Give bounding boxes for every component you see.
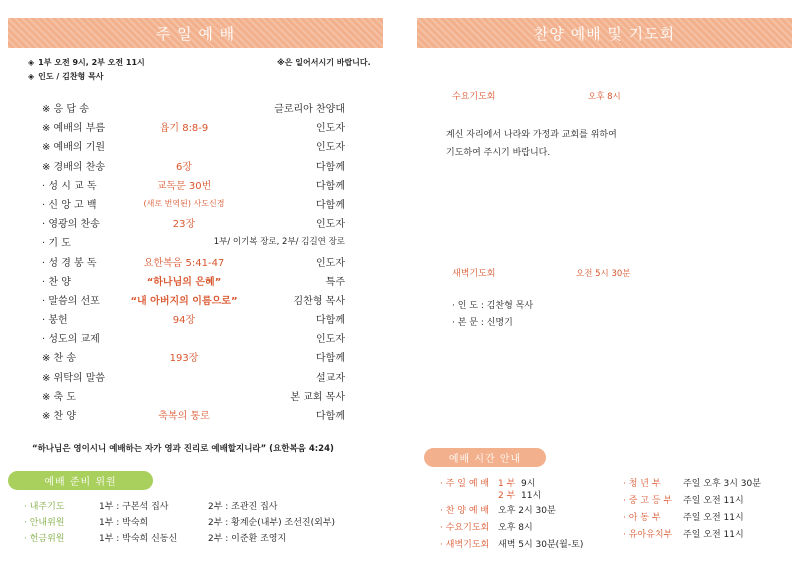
dawn-prayer-title: 새벽기도회: [452, 269, 496, 279]
order-row: [42, 405, 345, 424]
prep-p2: 2부 : 이준환 조영지: [208, 534, 287, 544]
order-item-name: ※ 응 답 송: [42, 104, 89, 115]
schedule-praise: · 찬 양 예 배 오후 2시 30분: [440, 506, 556, 516]
order-item-name: · 성 시 교 독: [42, 180, 97, 192]
prep-cat: · 내주기도: [24, 502, 65, 512]
prep-cat: · 안내위원: [24, 518, 65, 528]
order-of-worship: [42, 98, 345, 424]
order-row: [42, 117, 345, 136]
praise-prayer-title: 찬양 예배 및 기도회: [533, 24, 676, 43]
order-row: [42, 194, 345, 213]
dawn-prayer-time: 오전 5시 30분: [576, 269, 631, 279]
schedule-header: 예배 시간 안내: [424, 448, 546, 467]
order-item-name: ※ 예배의 부름: [42, 123, 106, 135]
order-item-name: · 신 앙 고 백: [42, 199, 97, 211]
order-item-content: 6장: [175, 161, 193, 173]
schedule-sunday: · 주 일 예 배 1 부 9시 2 부 11시: [440, 479, 542, 501]
order-item-leader: 1부/ 이기복 장로, 2부/ 김길연 장로: [213, 237, 345, 248]
order-item-name: · 말씀의 선포: [42, 295, 100, 307]
order-row: [42, 347, 345, 366]
sunday-service-title: 주 일 예 배: [155, 24, 236, 43]
diamond-bullet-icon: ◈: [28, 72, 35, 81]
order-item-name: · 성도의 교제: [42, 334, 100, 346]
order-item-leader: 인도자: [316, 123, 345, 135]
order-item-leader: 다함께: [316, 353, 345, 365]
prep-p2: 2부 : 조관진 집사: [208, 502, 278, 512]
scripture-verse: “하나님은 영이시니 예배하는 자가 영과 진리로 예배할지니라” (요한복음 4:24): [32, 444, 334, 454]
order-item-leader: 인도자: [316, 142, 345, 154]
order-item-leader: 인도자: [316, 219, 345, 231]
order-item-leader: 다함께: [316, 411, 345, 422]
schedule-preschool: · 유아유치부 주일 오전 11시: [623, 530, 744, 540]
order-item-content: 욥기 8:8-9: [159, 123, 209, 135]
schedule-secondary: · 중 고 등 부 주일 오전 11시: [623, 496, 744, 506]
order-item-content: 축복의 통로: [158, 411, 210, 422]
order-row: [42, 367, 345, 386]
order-item-name: ※ 축 도: [42, 391, 77, 403]
prep-p1: 1부 : 박숙희: [99, 518, 149, 528]
order-item-name: · 성 경 봉 독: [42, 257, 97, 269]
order-item-name: · 기 도: [42, 238, 71, 250]
order-item-content: 23장: [172, 219, 196, 231]
schedule-dawn: · 새벽기도회 새벽 5시 30분(월-토): [440, 540, 584, 550]
order-row: [42, 175, 345, 194]
order-row: [42, 136, 345, 155]
order-item-content: 193장: [169, 353, 199, 365]
order-item-content: 교독문 30번: [156, 180, 212, 192]
order-item-name: ※ 예배의 기원: [42, 142, 106, 154]
order-item-content: 요한복음 5:41-47: [143, 257, 225, 269]
order-item-leader: 본 교회 목사: [290, 391, 345, 403]
dawn-prayer-text: · 본 문 : 신명기: [452, 318, 513, 328]
order-item-name: · 영광의 찬송: [42, 219, 100, 231]
order-item-leader: 특주: [325, 276, 345, 288]
prep-row: [24, 515, 394, 531]
order-item-name: ※ 찬 양: [42, 411, 77, 422]
wednesday-prayer-text: 계신 자리에서 나라와 가정과 교회를 위하여 기도하여 주시기 바랍니다.: [446, 130, 617, 158]
diamond-bullet-icon: ◈: [28, 58, 35, 67]
order-item-content: 94장: [172, 315, 196, 327]
order-item-leader: 인도자: [316, 257, 345, 269]
order-row: [42, 156, 345, 175]
order-item-name: ※ 위탁의 말씀: [42, 372, 106, 384]
order-row: [42, 98, 345, 117]
prep-committee-header: 예배 준비 위원: [8, 471, 153, 490]
order-item-name: · 봉헌: [42, 315, 68, 327]
order-item-leader: 인도자: [316, 334, 345, 346]
order-item-leader: 설교자: [316, 372, 345, 384]
order-item-name: ※ 경배의 찬송: [42, 161, 106, 173]
prep-p1: 1부 : 박숙희 신동신: [99, 534, 178, 544]
prep-p1: 1부 : 구본석 집사: [99, 502, 169, 512]
order-row: [42, 386, 345, 405]
prep-row: [24, 499, 394, 515]
order-item-leader: 다함께: [316, 180, 345, 192]
order-item-content: “내 아버지의 이름으로”: [130, 295, 238, 307]
service-times: ◈ 1부 오전 9시, 2부 오전 11시: [28, 58, 145, 67]
schedule-wednesday: · 수요기도회 오후 8시: [440, 523, 533, 533]
dawn-prayer-leader: · 인 도 : 김찬형 목사: [452, 301, 534, 311]
order-item-content: “하나님의 은혜”: [146, 276, 222, 288]
order-item-leader: 다함께: [316, 315, 345, 327]
sunday-service-banner: [8, 18, 383, 48]
order-row: [42, 290, 345, 309]
schedule-youth: · 청 년 부 주일 오후 3시 30분: [623, 479, 761, 489]
order-row: [42, 271, 345, 290]
order-item-leader: 김찬형 목사: [293, 295, 345, 307]
order-row: [42, 309, 345, 328]
order-row: [42, 252, 345, 271]
schedule-children: · 아 동 부 주일 오전 11시: [623, 513, 744, 523]
order-item-leader: 글로리아 찬양대: [274, 104, 345, 115]
prep-p2: 2부 : 황계순(내부) 조선진(외부): [208, 518, 336, 528]
order-item-name: ※ 찬 송: [42, 353, 77, 365]
prep-row: [24, 531, 394, 547]
order-row: [42, 213, 345, 232]
stand-note: ※은 일어서시기 바랍니다.: [277, 58, 371, 67]
order-item-name: · 찬 양: [42, 276, 71, 288]
worship-leader: ◈ 인도 / 김찬형 목사: [28, 72, 104, 81]
order-item-content: (새로 번역된) 사도신경: [143, 198, 225, 208]
order-item-leader: 다함께: [316, 199, 345, 211]
wednesday-prayer-title: 수요기도회: [452, 92, 496, 102]
order-row: [42, 328, 345, 347]
order-row: [42, 232, 345, 251]
praise-prayer-banner: [417, 18, 792, 48]
prep-cat: · 헌금위원: [24, 534, 65, 544]
order-item-leader: 다함께: [316, 161, 345, 173]
wednesday-prayer-time: 오후 8시: [588, 92, 621, 102]
